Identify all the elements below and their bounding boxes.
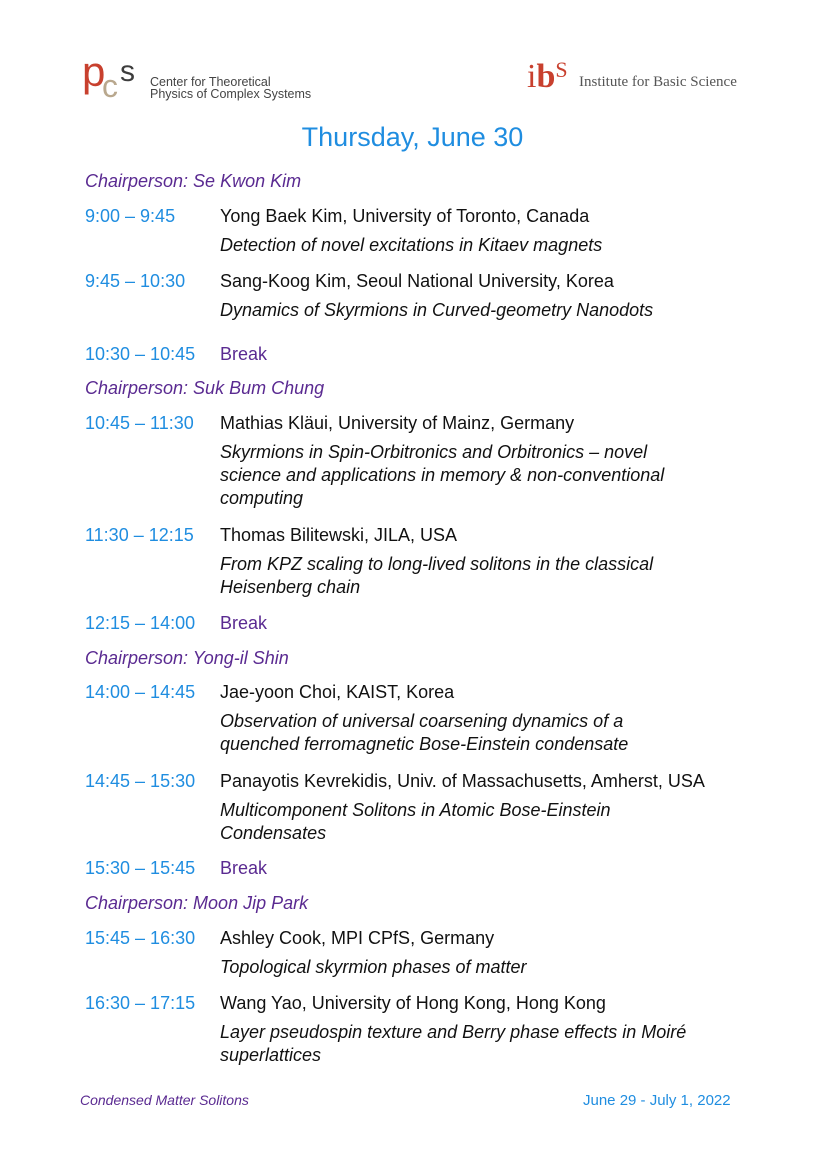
- break-1-label: Break: [220, 344, 268, 364]
- break-1-time: 10:30 – 10:45: [85, 344, 196, 364]
- chairperson-3: Chairperson: Yong-il Shin: [85, 648, 289, 668]
- talk-7-time: 15:45 – 16:30: [85, 928, 196, 948]
- pcs-logo-s: s: [120, 55, 135, 88]
- chairperson-1: Chairperson: Se Kwon Kim: [85, 171, 302, 191]
- talk-4-title-line-1: From KPZ scaling to long-lived solitons in the classical: [220, 554, 654, 574]
- talk-5-speaker: Jae-yoon Choi, KAIST, Korea: [220, 682, 455, 702]
- pcs-logo-text: [150, 76, 311, 100]
- talk-8-time: 16:30 – 17:15: [85, 993, 196, 1013]
- talk-1-time: 9:00 – 9:45: [85, 206, 176, 226]
- talk-8-title-line-2: superlattices: [220, 1045, 322, 1065]
- ibs-logo-mark: [527, 57, 568, 97]
- talk-3-time: 10:45 – 11:30: [85, 413, 194, 433]
- talk-2-title: Dynamics of Skyrmions in Curved-geometry Nanodots: [220, 300, 654, 320]
- talk-4-speaker: Thomas Bilitewski, JILA, USA: [220, 525, 458, 545]
- ibs-logo-s: S: [555, 57, 568, 82]
- ibs-logo-b: b: [536, 58, 556, 95]
- pcs-logo-p: p: [82, 48, 106, 95]
- talk-1-title: Detection of novel excitations in Kitaev magnets: [220, 235, 603, 255]
- talk-6-title-line-2: Condensates: [220, 823, 327, 843]
- talk-3-title-line-2: science and applications in memory & non-conventional: [220, 465, 665, 485]
- pcs-logo-line2: Physics of Complex Systems: [150, 87, 312, 101]
- ibs-logo-i: i: [527, 58, 537, 95]
- talk-3-title-line-1: Skyrmions in Spin-Orbitronics and Orbitronics – novel: [220, 442, 648, 462]
- talk-3-speaker: Mathias Kläui, University of Mainz, Germany: [220, 413, 575, 433]
- ibs-logo-text: Institute for Basic Science: [579, 74, 737, 90]
- talk-2-speaker: Sang-Koog Kim, Seoul National University, Korea: [220, 271, 614, 291]
- talk-4-title-line-2: Heisenberg chain: [220, 577, 361, 597]
- break-2-time: 12:15 – 14:00: [85, 613, 196, 633]
- chairperson-4: Chairperson: Moon Jip Park: [85, 893, 309, 913]
- talk-2-time: 9:45 – 10:30: [85, 271, 186, 291]
- page-title: Thursday, June 30: [301, 122, 524, 152]
- pcs-logo-line1: Center for Theoretical: [150, 75, 271, 89]
- break-2-label: Break: [220, 613, 268, 633]
- talk-3-title-line-3: computing: [220, 488, 304, 508]
- break-3-label: Break: [220, 858, 268, 878]
- chairperson-2: Chairperson: Suk Bum Chung: [85, 378, 325, 398]
- talk-8-title-line-1: Layer pseudospin texture and Berry phase effects in Moiré: [220, 1022, 687, 1042]
- pcs-logo-c: c: [102, 68, 118, 104]
- talk-5-time: 14:00 – 14:45: [85, 682, 196, 702]
- talk-1-speaker: Yong Baek Kim, University of Toronto, Canada: [220, 206, 590, 226]
- talk-6-time: 14:45 – 15:30: [85, 771, 196, 791]
- break-3-time: 15:30 – 15:45: [85, 858, 196, 878]
- talk-5-title-line-2: quenched ferromagnetic Bose-Einstein condensate: [220, 734, 629, 754]
- footer-event-name: Condensed Matter Solitons: [80, 1092, 249, 1108]
- talk-6-title-line-1: Multicomponent Solitons in Atomic Bose-Einstein: [220, 800, 611, 820]
- talk-8-speaker: Wang Yao, University of Hong Kong, Hong Kong: [220, 993, 606, 1013]
- talk-7-title: Topological skyrmion phases of matter: [220, 957, 527, 977]
- footer-dates: June 29 - July 1, 2022: [583, 1092, 731, 1109]
- talk-6-speaker: Panayotis Kevrekidis, Univ. of Massachusetts, Amherst, USA: [220, 771, 705, 791]
- talk-4-time: 11:30 – 12:15: [85, 525, 194, 545]
- talk-7-speaker: Ashley Cook, MPI CPfS, Germany: [220, 928, 495, 948]
- talk-5-title-line-1: Observation of universal coarsening dynamics of a: [220, 711, 624, 731]
